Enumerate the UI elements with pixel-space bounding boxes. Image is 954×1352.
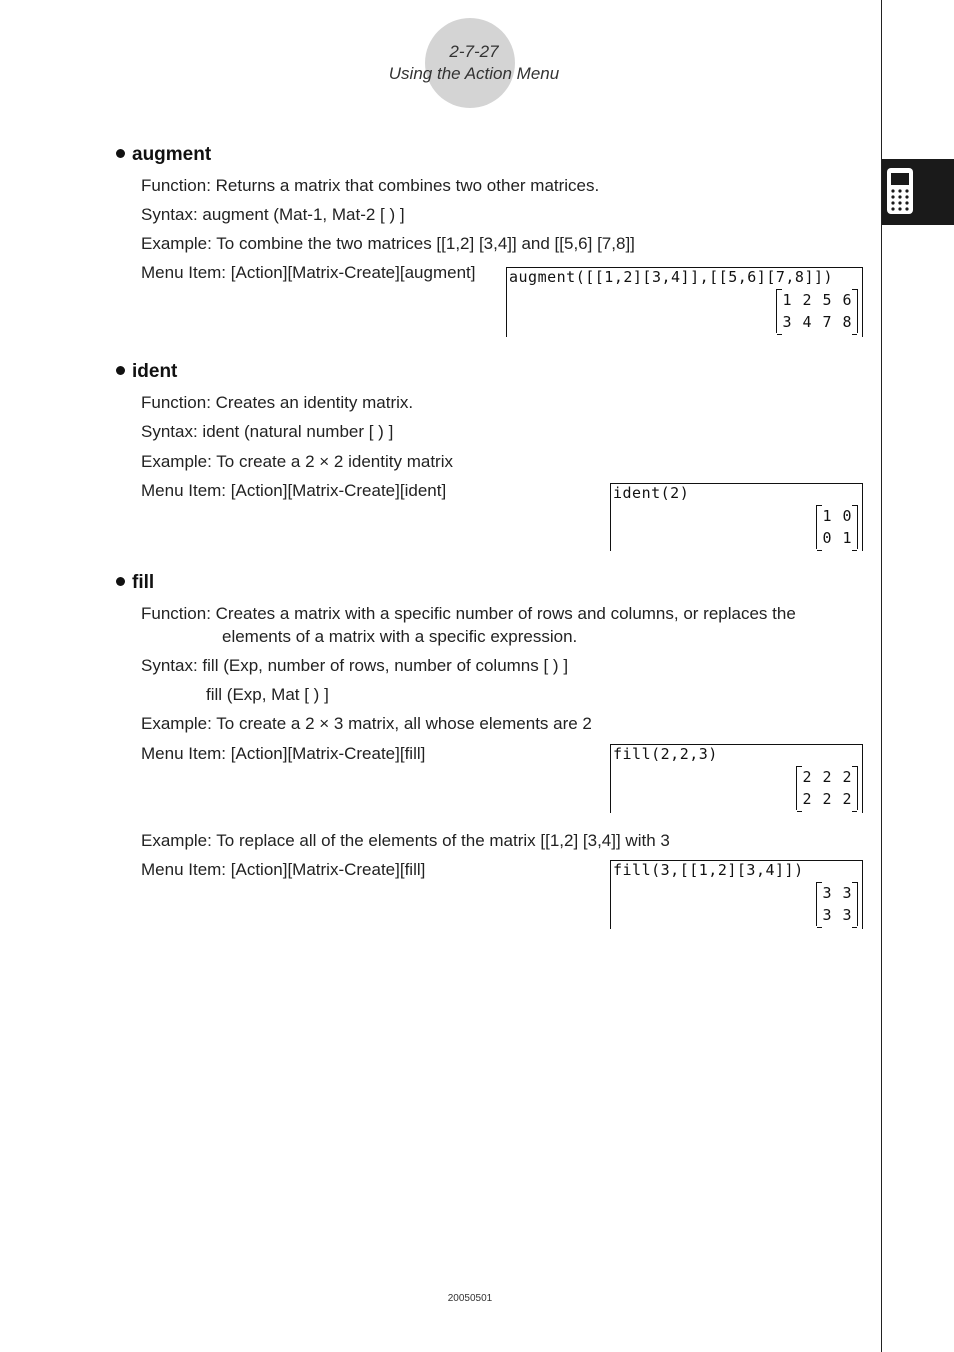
matrix-row: 1 0: [822, 507, 852, 525]
page-number: 2-7-27: [449, 42, 499, 61]
fill-example-2: Example: To replace all of the elements of the matrix [[1,2] [3,4]] with 3: [141, 831, 670, 850]
fill-screen-1: [610, 744, 863, 813]
section-title: Using the Action Menu: [388, 64, 560, 83]
matrix-row: 2 2 2: [802, 790, 852, 808]
ident-example: Example: To create a 2 × 2 identity matrix: [141, 452, 453, 471]
matrix-row: 3 3: [822, 884, 852, 902]
result-matrix: [816, 505, 858, 549]
augment-heading: augment: [116, 144, 211, 166]
fill-function: Function: Creates a matrix with a specific number of rows and columns, or replaces the: [141, 604, 796, 623]
result-matrix: [816, 882, 858, 926]
bullet-icon: [116, 366, 125, 375]
fill-function-cont: elements of a matrix with a specific expression.: [222, 627, 578, 646]
fill-syntax-alt: fill (Exp, Mat [ ) ]: [206, 685, 329, 704]
calculator-icon: [886, 167, 914, 215]
augment-syntax: Syntax: augment (Mat-1, Mat-2 [ ) ]: [141, 205, 405, 224]
bullet-icon: [116, 149, 125, 158]
ident-screen: [610, 483, 863, 551]
ident-heading: ident: [116, 361, 177, 383]
matrix-row: 2 2 2: [802, 768, 852, 786]
chapter-tab: [882, 159, 954, 225]
matrix-row: 3 3: [822, 906, 852, 924]
screen-command: fill(3,[[1,2][3,4]]): [613, 861, 804, 879]
augment-function: Function: Returns a matrix that combines two other matrices.: [141, 176, 600, 195]
bullet-icon: [116, 577, 125, 586]
fill-example-1: Example: To create a 2 × 3 matrix, all whose elements are 2: [141, 714, 592, 733]
matrix-row: 3 4 7 8: [782, 313, 852, 331]
fill-screen-2: [610, 860, 863, 929]
fill-menu-item-1: Menu Item: [Action][Matrix-Create][fill]: [141, 744, 426, 763]
augment-menu-item: Menu Item: [Action][Matrix-Create][augment]: [141, 263, 476, 282]
ident-function: Function: Creates an identity matrix.: [141, 393, 414, 412]
header-circle: [425, 18, 515, 108]
augment-screen: [506, 267, 863, 337]
matrix-row: 1 2 5 6: [782, 291, 852, 309]
ident-menu-item: Menu Item: [Action][Matrix-Create][ident]: [141, 481, 447, 500]
result-matrix: [776, 289, 858, 333]
matrix-row: 0 1: [822, 529, 852, 547]
fill-menu-item-2: Menu Item: [Action][Matrix-Create][fill]: [141, 860, 426, 879]
fill-heading: fill: [116, 572, 154, 594]
result-matrix: [796, 766, 858, 810]
screen-command: augment([[1,2][3,4]],[[5,6][7,8]]): [509, 268, 834, 286]
ident-syntax: Syntax: ident (natural number [ ) ]: [141, 422, 394, 441]
screen-command: ident(2): [613, 484, 690, 502]
fill-syntax: Syntax: fill (Exp, number of rows, number of columns [ ) ]: [141, 656, 569, 675]
footer-code: 20050501: [447, 1293, 493, 1304]
augment-example: Example: To combine the two matrices [[1,2] [3,4]] and [[5,6] [7,8]]: [141, 234, 635, 253]
screen-command: fill(2,2,3): [613, 745, 718, 763]
